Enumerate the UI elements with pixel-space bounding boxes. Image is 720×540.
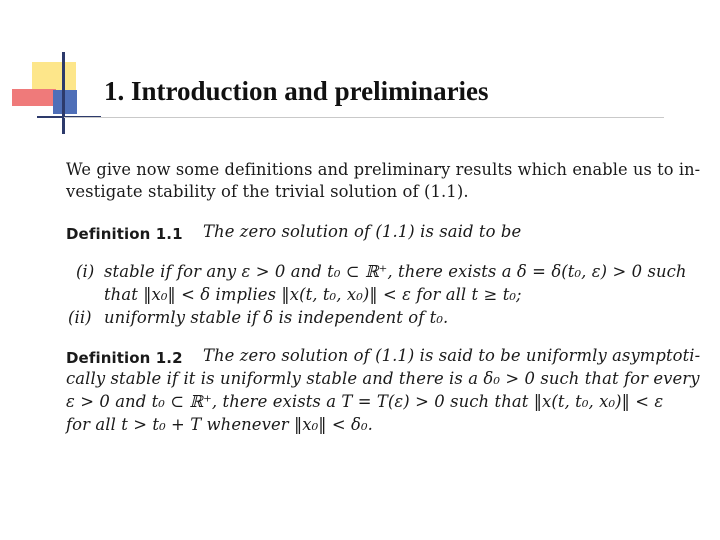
item-1-number: (i) <box>76 262 95 281</box>
intro-line-2: vestigate stability of the trivial solution of (1.1). <box>66 182 469 201</box>
definition-1-text: The zero solution of (1.1) is said to be <box>203 222 522 241</box>
definition-2-line-3: ε > 0 and t₀ ⊂ ℝ⁺, there exists a T = T(ε) > 0 such that ‖x(t, t₀, x₀)‖ < ε <box>66 392 664 411</box>
definition-1-label: Definition 1.1 <box>66 225 183 243</box>
item-2-number: (ii) <box>68 308 92 327</box>
definition-2-line-1: The zero solution of (1.1) is said to be uniformly asymptoti- <box>203 346 701 365</box>
decor-vertical-line <box>62 52 65 134</box>
definition-2-line-4: for all t > t₀ + T whenever ‖x₀‖ < δ₀. <box>66 415 373 434</box>
definition-2-label: Definition 1.2 <box>66 349 183 367</box>
decor-bar-red <box>12 89 56 106</box>
item-1-line-2: that ‖x₀‖ < δ implies ‖x(t, t₀, x₀)‖ < ε for all t ≥ t₀; <box>104 285 522 304</box>
item-1-line-1: stable if for any ε > 0 and t₀ ⊂ ℝ⁺, there exists a δ = δ(t₀, ε) > 0 such <box>104 262 687 281</box>
slide-title: 1. Introduction and preliminaries <box>104 76 489 106</box>
title-underline-rule <box>64 117 664 118</box>
definition-2-line-2: cally stable if it is uniformly stable and there is a δ₀ > 0 such that for every <box>66 369 700 388</box>
intro-line-1: We give now some definitions and preliminary results which enable us to in- <box>66 160 701 179</box>
decor-square-blue <box>53 90 77 114</box>
item-2-line-1: uniformly stable if δ is independent of t₀. <box>104 308 449 327</box>
